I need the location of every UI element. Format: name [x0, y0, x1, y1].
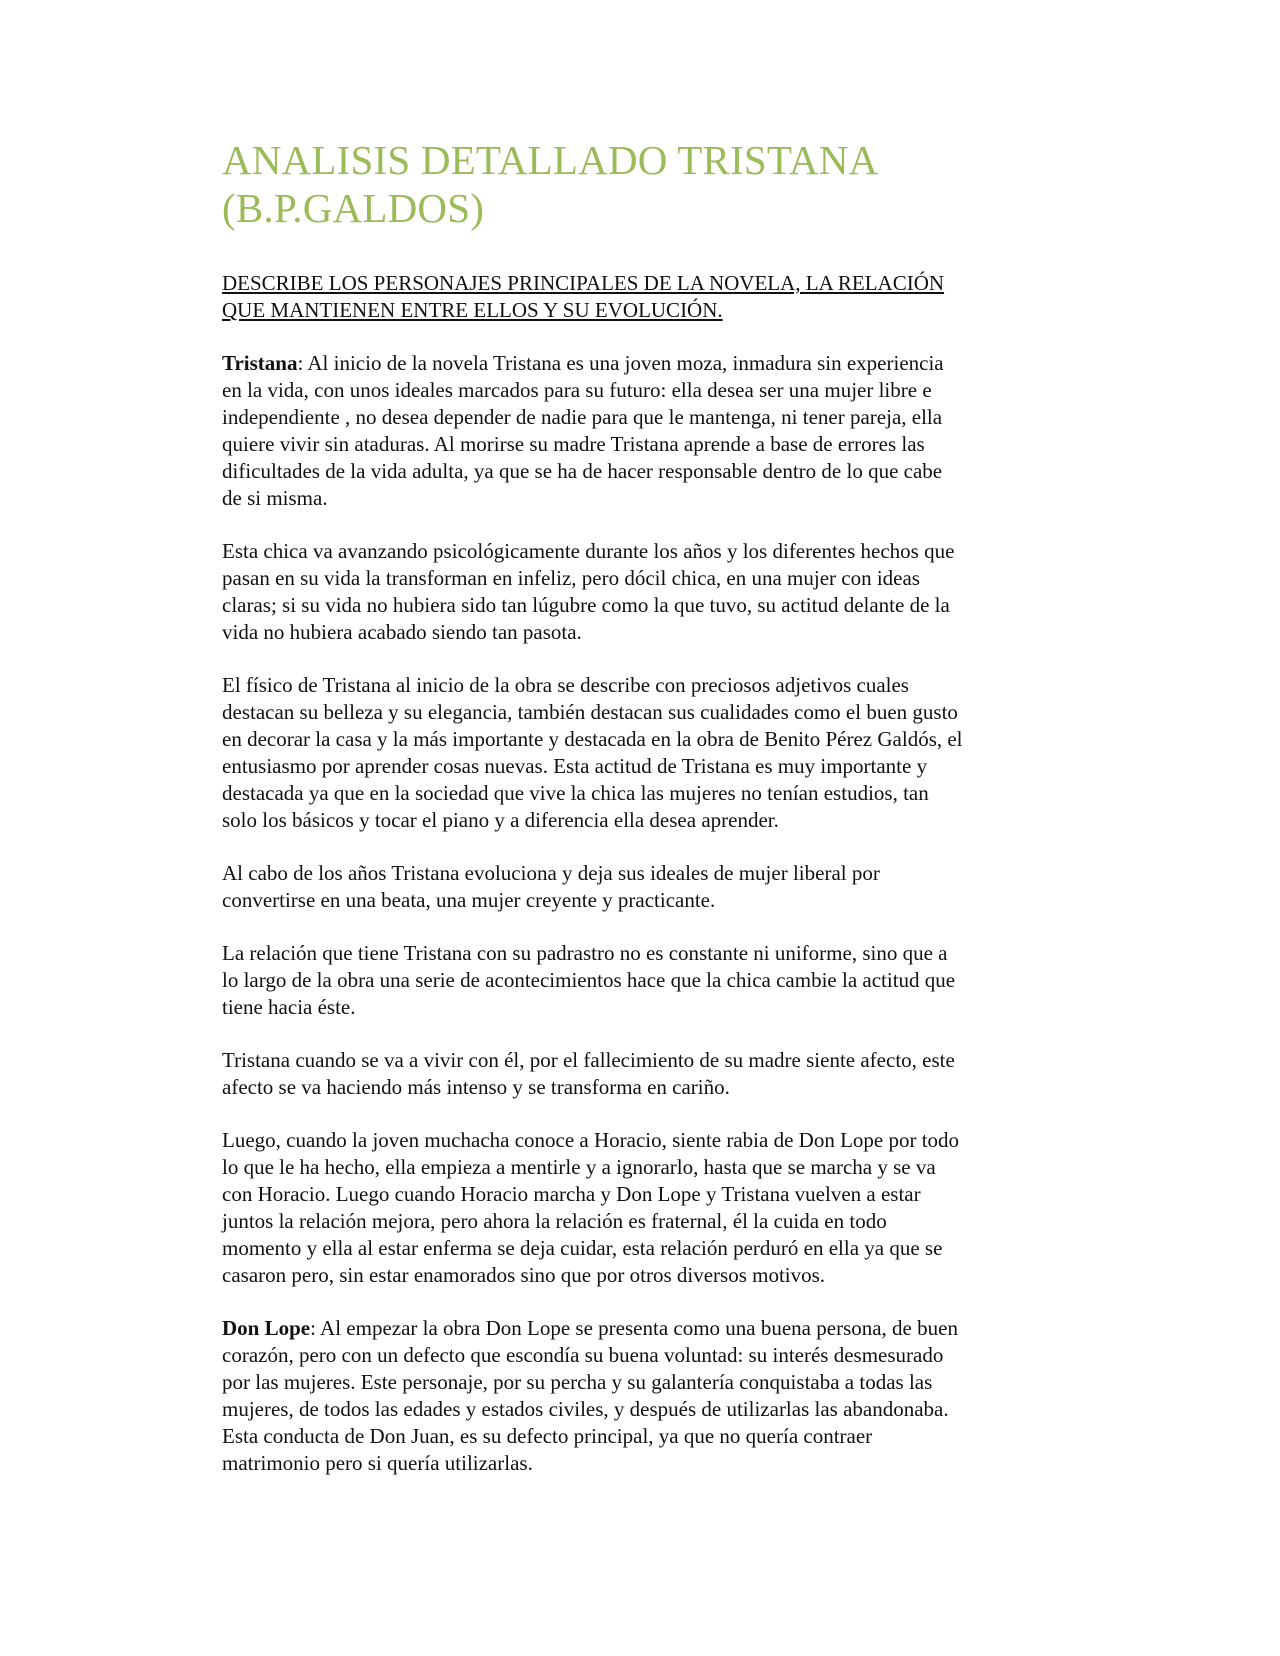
title-line-2: (B.P.GALDOS): [222, 185, 485, 231]
text-line: casaron pero, sin estar enamorados sino que por otros diversos motivos.: [222, 1263, 826, 1287]
text-line: claras; si su vida no hubiera sido tan lúgubre como la que tuvo, su actitud delante de la: [222, 593, 950, 617]
paragraph: [222, 860, 1062, 914]
paragraph-don-lope: [222, 1315, 1062, 1477]
text-line: de si misma.: [222, 486, 328, 510]
text-line: dificultades de la vida adulta, ya que se ha de hacer responsable dentro de lo que cabe: [222, 459, 943, 483]
text-line: La relación que tiene Tristana con su padrastro no es constante ni uniforme, sino que a: [222, 941, 948, 965]
text-line: : Al inicio de la novela Tristana es una joven moza, inmadura sin experiencia: [297, 351, 944, 375]
text-line: momento y ella al estar enferma se deja cuidar, esta relación perduró en ella ya que se: [222, 1236, 943, 1260]
text-line: tiene hacia éste.: [222, 995, 356, 1019]
section-heading: [222, 270, 1022, 324]
text-line: El físico de Tristana al inicio de la obra se describe con preciosos adjetivos cuales: [222, 673, 909, 697]
document-page: [222, 136, 1062, 1477]
paragraph: [222, 1047, 1062, 1101]
text-line: corazón, pero con un defecto que escondía su buena voluntad: su interés desmesurado: [222, 1343, 944, 1367]
heading-line-1: DESCRIBE LOS PERSONAJES PRINCIPALES DE LA NOVELA, LA RELACIÓN: [222, 271, 945, 295]
text-line: convertirse en una beata, una mujer creyente y practicante.: [222, 888, 716, 912]
text-line: afecto se va haciendo más intenso y se transforma en cariño.: [222, 1075, 730, 1099]
paragraph-lead: Tristana: [222, 351, 298, 375]
text-line: con Horacio. Luego cuando Horacio marcha y Don Lope y Tristana vuelven a estar: [222, 1182, 921, 1206]
text-line: lo largo de la obra una serie de acontecimientos hace que la chica cambie la actitud que: [222, 968, 956, 992]
text-line: lo que le ha hecho, ella empieza a mentirle y a ignorarlo, hasta que se marcha y se va: [222, 1155, 936, 1179]
paragraph-lead: Don Lope: [222, 1316, 311, 1340]
text-line: juntos la relación mejora, pero ahora la relación es fraternal, él la cuida en todo: [222, 1209, 887, 1233]
text-line: : Al empezar la obra Don Lope se presenta como una buena persona, de buen: [310, 1316, 958, 1340]
text-line: entusiasmo por aprender cosas nuevas. Esta actitud de Tristana es muy importante y: [222, 754, 928, 778]
paragraph: [222, 672, 1062, 834]
paragraph: [222, 940, 1062, 1021]
paragraph: [222, 538, 1062, 646]
text-line: por las mujeres. Este personaje, por su percha y su galantería conquistaba a todas las: [222, 1370, 933, 1394]
text-line: Luego, cuando la joven muchacha conoce a Horacio, siente rabia de Don Lope por todo: [222, 1128, 960, 1152]
text-line: destacada ya que en la sociedad que vive la chica las mujeres no tenían estudios, tan: [222, 781, 929, 805]
text-line: Esta chica va avanzando psicológicamente durante los años y los diferentes hechos que: [222, 539, 955, 563]
text-line: pasan en su vida la transforman en infeliz, pero dócil chica, en una mujer con ideas: [222, 566, 920, 590]
text-line: en decorar la casa y la más importante y destacada en la obra de Benito Pérez Galdós, el: [222, 727, 963, 751]
paragraph: [222, 1127, 1062, 1289]
text-line: Tristana cuando se va a vivir con él, por el fallecimiento de su madre siente afecto, este: [222, 1048, 955, 1072]
text-line: destacan su belleza y su elegancia, también destacan sus cualidades como el buen gusto: [222, 700, 958, 724]
text-line: solo los básicos y tocar el piano y a diferencia ella desea aprender.: [222, 808, 779, 832]
text-line: Al cabo de los años Tristana evoluciona y deja sus ideales de mujer liberal por: [222, 861, 880, 885]
paragraph-tristana: [222, 350, 1062, 512]
document-title: [222, 136, 1062, 232]
text-line: quiere vivir sin ataduras. Al morirse su madre Tristana aprende a base de errores las: [222, 432, 925, 456]
text-line: independiente , no desea depender de nadie para que le mantenga, ni tener pareja, ella: [222, 405, 943, 429]
text-line: Esta conducta de Don Juan, es su defecto principal, ya que no quería contraer: [222, 1424, 873, 1448]
heading-line-2: QUE MANTIENEN ENTRE ELLOS Y SU EVOLUCIÓN.: [222, 298, 723, 322]
text-line: mujeres, de todos las edades y estados civiles, y después de utilizarlas las abandonaba.: [222, 1397, 949, 1421]
title-line-1: ANALISIS DETALLADO TRISTANA: [222, 137, 879, 183]
text-line: matrimonio pero si quería utilizarlas.: [222, 1451, 533, 1475]
text-line: vida no hubiera acabado siendo tan pasota.: [222, 620, 582, 644]
text-line: en la vida, con unos ideales marcados para su futuro: ella desea ser una mujer libre e: [222, 378, 932, 402]
